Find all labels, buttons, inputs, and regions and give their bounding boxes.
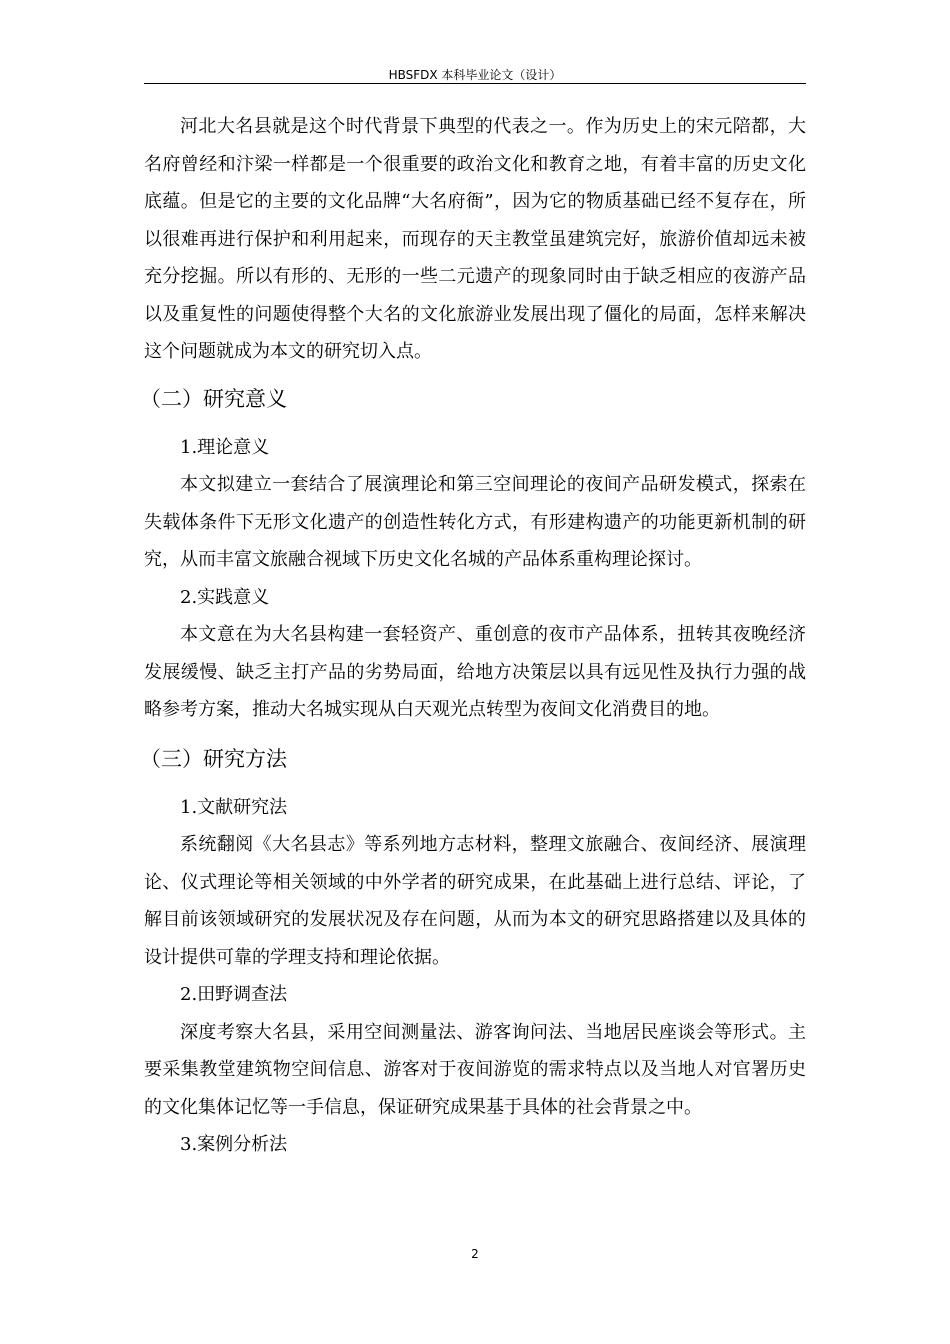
subheading-theory: 1.理论意义 [180, 436, 270, 458]
section-heading-methods: （三）研究方法 [140, 746, 287, 771]
paragraph-literature: 系统翻阅《大名县志》等系列地方志材料，整理文旅融合、夜间经济、展演理论、仪式理论等相关领域的中外学者的研究成果，在此基础上进行总结、评论，了解目前该领域研究的发展状况及存在问题，从而为本文的研究思路搭建以及具体的设计提供可靠的学理支持和理论依据。 [144, 834, 806, 968]
paragraph-intro: 河北大名县就是这个时代背景下典型的代表之一。作为历史上的宋元陪都，大名府曾经和汴梁一样都是一个很重要的政治文化和教育之地，有着丰富的历史文化底蕴。但是它的主要的文化品牌“大名府衙”，因为它的物质基础已经不复存在，所以很难再进行保护和利用起来，而现存的天主教堂虽建筑完好，旅游价值却远未被充分挖掘。所以有形的、无形的一些二元遗产的现象同时由于缺乏相应的夜游产品以及重复性的问题使得整个大名的文化旅游业发展出现了僵化的局面，怎样来解决这个问题就成为本文的研究切入点。 [144, 116, 806, 362]
header-divider [144, 83, 806, 84]
subheading-practice: 2.实践意义 [180, 586, 270, 608]
subheading-case: 3.案例分析法 [180, 1134, 288, 1155]
page-number: 2 [471, 1247, 479, 1261]
section-heading-significance: （二）研究意义 [140, 386, 287, 411]
page-header: HBSFDX 本科毕业论文（设计） [388, 68, 562, 82]
subheading-field: 2.田野调查法 [180, 984, 288, 1005]
paragraph-practice: 本文意在为大名县构建一套轻资产、重创意的夜市产品体系，扭转其夜晚经济发展缓慢、缺乏主打产品的劣势局面，给地方决策层以具有远见性及执行力强的战略参考方案，推动大名城实现从白天观光点转型为夜间文化消费目的地。 [144, 624, 806, 720]
document-body [140, 108, 806, 1164]
paragraph-field: 深度考察大名县，采用空间测量法、游客询问法、当地居民座谈会等形式。主要采集教堂建筑物空间信息、游客对于夜间游览的需求特点以及当地人对官署历史的文化集体记忆等一手信息，保证研究成果基于具体的社会背景之中。 [144, 1021, 806, 1118]
paragraph-theory: 本文拟建立一套结合了展演理论和第三空间理论的夜间产品研发模式，探索在失载体条件下无形文化遗产的创造性转化方式，有形建构遗产的功能更新机制的研究，从而丰富文旅融合视域下历史文化名城的产品体系重构理论探讨。 [144, 474, 806, 570]
subheading-literature: 1.文献研究法 [180, 796, 288, 818]
